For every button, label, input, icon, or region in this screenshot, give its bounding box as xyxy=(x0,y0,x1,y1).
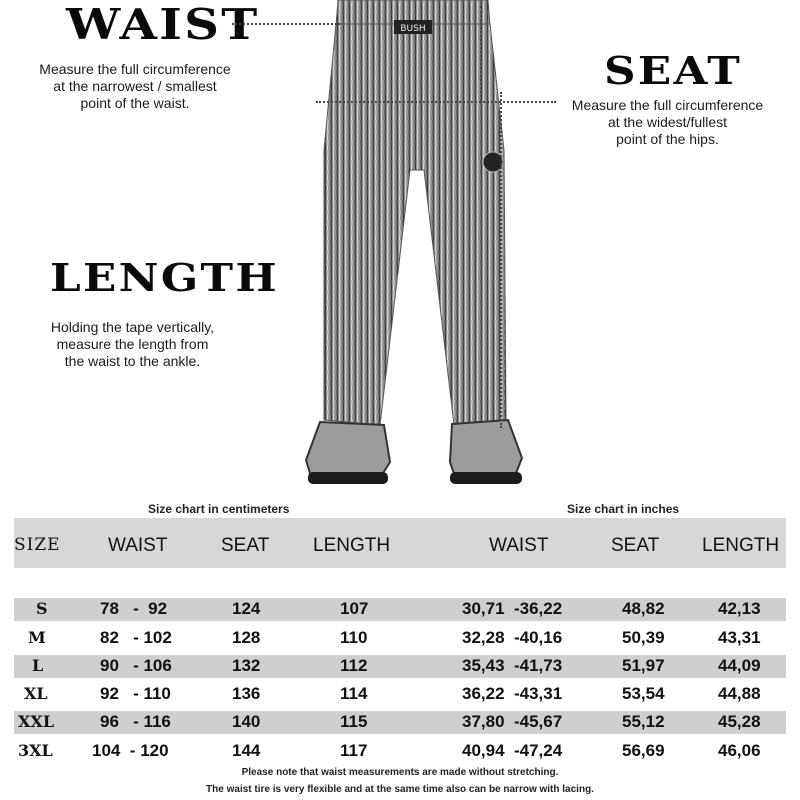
header-waist-cm: WAIST xyxy=(108,535,168,556)
length-cm-cell: 117 xyxy=(340,741,368,760)
right-shoe-icon xyxy=(450,420,522,480)
brand-logo-text: BUSH xyxy=(400,24,426,34)
seat-measure-line xyxy=(316,101,556,103)
table-row xyxy=(14,627,786,650)
seat-in-cell: 56,69 xyxy=(622,741,665,760)
length-in-cell: 42,13 xyxy=(718,599,761,618)
length-cm-cell: 110 xyxy=(340,628,368,647)
waist-desc-line: at the narrowest / smallest xyxy=(53,78,217,94)
caption-inches: Size chart in inches xyxy=(567,502,680,516)
table-row xyxy=(14,683,786,706)
length-in-cell: 44,88 xyxy=(718,684,761,703)
waist-in-cell: 35,43 -41,73 xyxy=(462,656,563,675)
waist-in-cell: 36,22 -43,31 xyxy=(462,684,563,703)
header-seat-cm: SEAT xyxy=(221,535,270,556)
header-seat-in: SEAT xyxy=(611,535,660,556)
waist-measure-line xyxy=(232,23,340,25)
waist-cm-cell: 78 - 92 xyxy=(100,599,168,618)
seat-in-cell: 48,82 xyxy=(622,599,665,618)
waist-cm-cell: 82 - 102 xyxy=(100,628,172,647)
seat-cm-cell: 132 xyxy=(232,656,261,675)
length-in-cell: 45,28 xyxy=(718,712,761,731)
seat-description xyxy=(545,97,790,148)
header-length-in: LENGTH xyxy=(702,535,780,556)
seat-cm-cell: 140 xyxy=(232,712,261,731)
size-cell: XXL xyxy=(18,712,55,731)
length-in-cell: 44,09 xyxy=(718,656,761,675)
seat-desc-line: at the widest/fullest xyxy=(607,114,728,130)
waist-in-cell: 40,94 -47,24 xyxy=(462,741,563,760)
waist-heading: WAIST xyxy=(66,0,260,49)
seat-in-cell: 51,97 xyxy=(622,656,665,675)
length-cm-cell: 112 xyxy=(340,656,368,675)
size-cell: XL xyxy=(24,684,48,703)
waist-description xyxy=(10,61,260,112)
size-cell: 3XL xyxy=(18,741,53,760)
length-desc-line: Holding the tape vertically, xyxy=(50,319,215,335)
pants-legs xyxy=(324,24,506,425)
left-shoe-sole xyxy=(308,472,388,484)
size-cell: L xyxy=(32,656,44,675)
right-shoe-sole xyxy=(450,472,522,484)
seat-cm-cell: 128 xyxy=(232,628,261,647)
table-row xyxy=(14,598,786,621)
seat-cm-cell: 136 xyxy=(232,684,261,703)
waist-cm-cell: 90 - 106 xyxy=(100,656,172,675)
header-length-cm: LENGTH xyxy=(313,535,391,556)
table-row xyxy=(14,655,786,678)
seat-cm-cell: 124 xyxy=(232,599,261,618)
length-cm-cell: 115 xyxy=(340,712,368,731)
waist-cm-cell: 96 - 116 xyxy=(100,712,171,731)
seat-desc-line: Measure the full circumference xyxy=(571,97,764,113)
table-row xyxy=(14,740,786,763)
length-desc-line: measure the length from xyxy=(56,336,209,352)
seat-in-cell: 50,39 xyxy=(622,628,665,647)
waist-desc-line: point of the waist. xyxy=(80,95,190,111)
caption-centimeters: Size chart in centimeters xyxy=(148,502,290,516)
length-measure-line xyxy=(500,92,502,428)
seat-cm-cell: 144 xyxy=(232,741,261,760)
waist-in-cell: 30,71 -36,22 xyxy=(462,599,563,618)
waist-in-cell: 37,80 -45,67 xyxy=(462,712,563,731)
waist-cm-cell: 92 - 110 xyxy=(100,684,171,703)
seat-vertical-guide xyxy=(480,6,482,101)
note-lacing: The waist tire is very flexible and at the same time also can be narrow with lacing. xyxy=(206,784,594,795)
length-heading: LENGTH xyxy=(50,255,279,300)
length-in-cell: 43,31 xyxy=(718,628,761,647)
length-in-cell: 46,06 xyxy=(718,741,761,760)
length-cm-cell: 114 xyxy=(340,684,368,703)
seat-in-cell: 53,54 xyxy=(622,684,665,703)
seat-heading: SEAT xyxy=(604,48,743,93)
waist-cm-cell: 104 - 120 xyxy=(92,741,169,760)
seat-in-cell: 55,12 xyxy=(622,712,665,731)
table-row xyxy=(14,711,786,734)
header-size: SIZE xyxy=(14,535,61,555)
size-cell: S xyxy=(36,599,48,618)
length-desc-line: the waist to the ankle. xyxy=(64,353,201,369)
length-cm-cell: 107 xyxy=(340,599,369,618)
waist-in-cell: 32,28 -40,16 xyxy=(462,628,563,647)
pants-illustration xyxy=(300,0,530,500)
note-stretching: Please note that waist measurements are made without stretching. xyxy=(241,767,559,778)
length-description xyxy=(20,319,245,370)
left-shoe-icon xyxy=(306,422,390,480)
size-cell: M xyxy=(28,628,46,647)
seat-desc-line: point of the hips. xyxy=(616,131,719,147)
header-waist-in: WAIST xyxy=(489,535,549,556)
waist-desc-line: Measure the full circumference xyxy=(39,61,231,77)
